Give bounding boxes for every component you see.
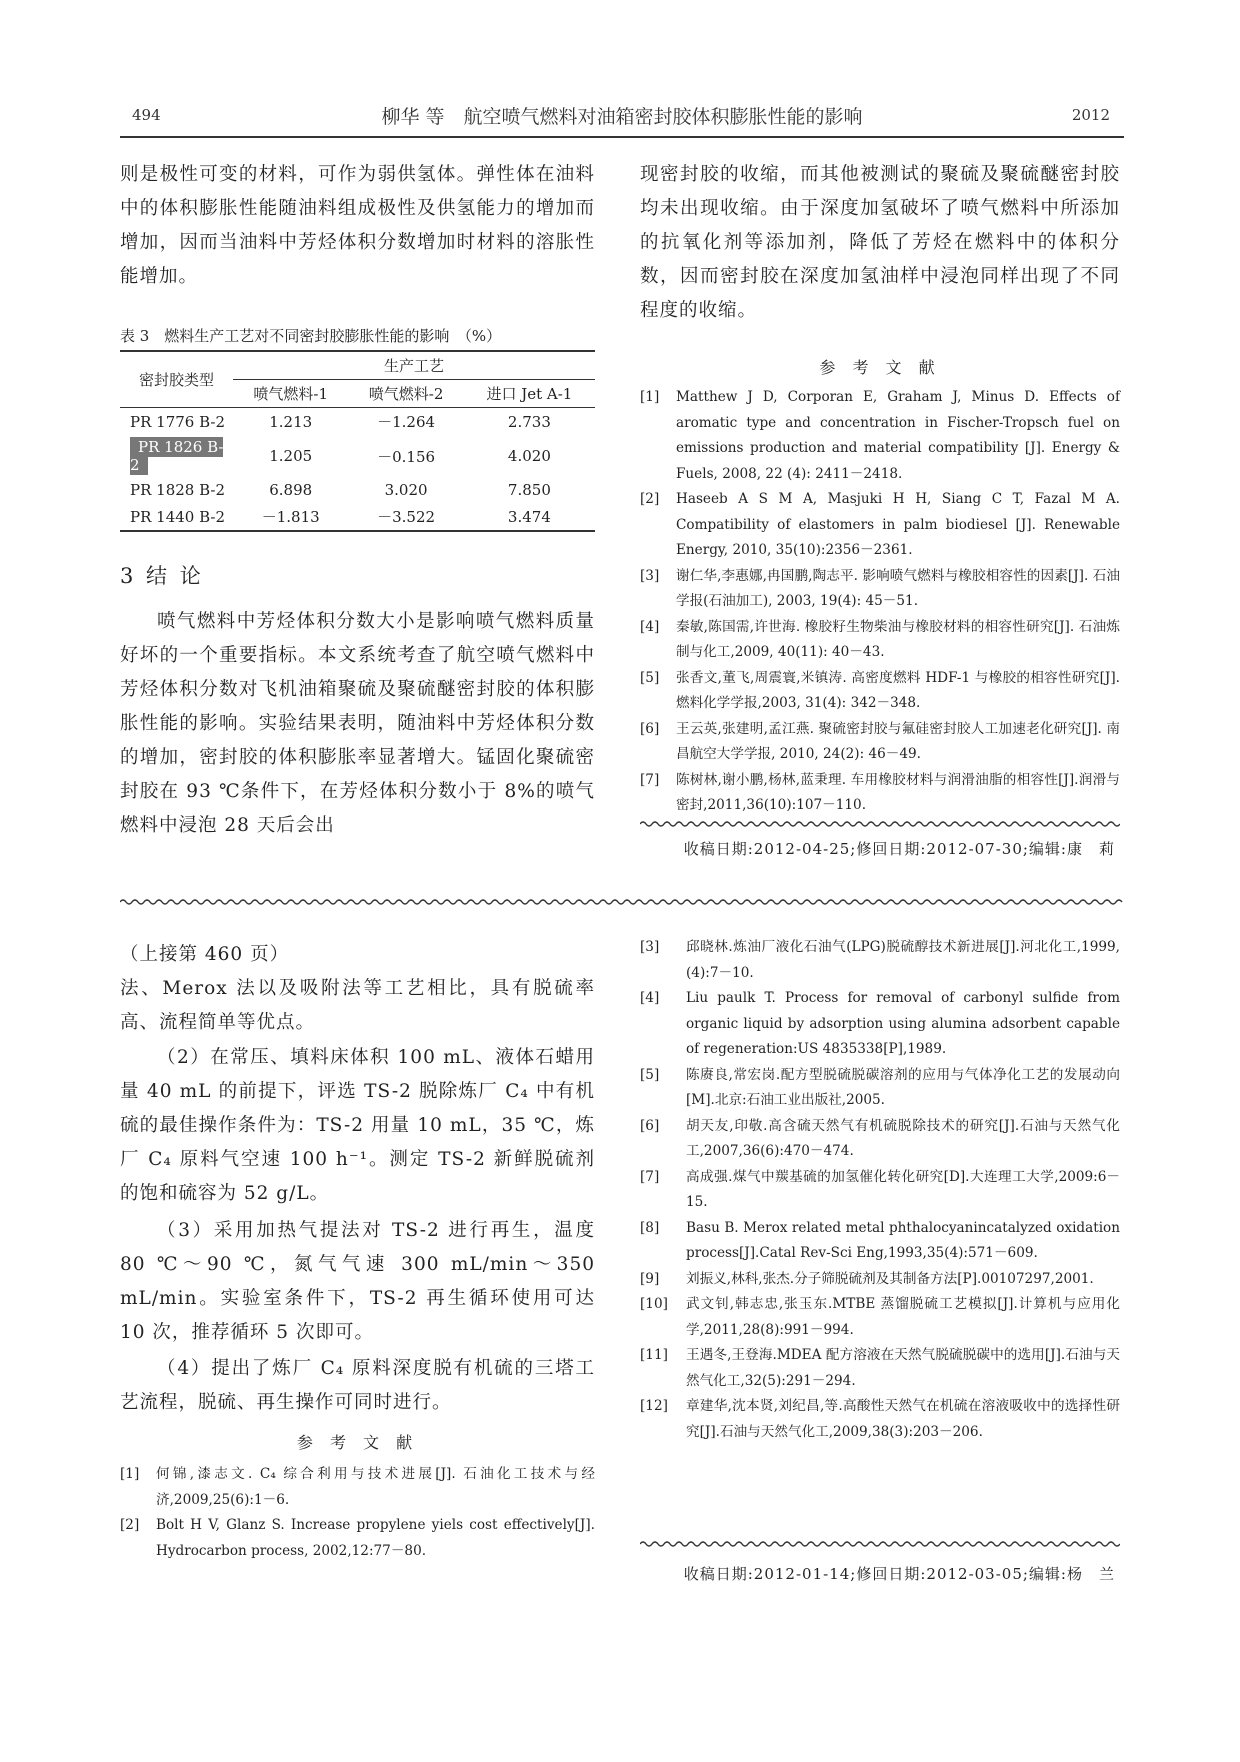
- reference-item: [120, 1462, 595, 1513]
- table-column-header: 喷气燃料-1: [233, 380, 348, 408]
- header-rule: [120, 136, 1124, 138]
- wavy-divider: [640, 820, 1120, 828]
- table-cell-name: PR 1776 B-2: [130, 412, 226, 431]
- references-title: 参 考 文 献: [819, 358, 941, 377]
- received-date-line: 收稿日期:2012-01-14;修回日期:2012-03-05;编辑:杨 兰: [683, 1565, 1115, 1583]
- reference-item: [640, 1394, 1120, 1445]
- reference-number: [7]: [640, 771, 660, 788]
- reference-item: [640, 717, 1120, 768]
- table-cell-name: PR 1440 B-2: [120, 503, 233, 531]
- table-cell: －3.522: [348, 503, 463, 531]
- reference-number: [3]: [640, 939, 660, 955]
- reference-number: [4]: [640, 618, 660, 635]
- references-title: 参 考 文 献: [296, 1433, 419, 1452]
- reference-item: [640, 986, 1120, 1063]
- table-group-header: 生产工艺: [233, 351, 595, 380]
- section-title: 3 结 论: [120, 564, 204, 588]
- continued-from-note: （上接第 460 页）: [120, 944, 290, 965]
- reference-text: 高成强.煤气中羰基硫的加氢催化转化研究[D].大连理工大学,2009:6－15.: [686, 1168, 1120, 1210]
- table-cell: －1.264: [377, 413, 436, 431]
- body-paragraph: 则是极性可变的材料，可作为弱供氢体。弹性体在油料中的体积膨胀性能随油料组成极性及供氢能力的增加而增加，因而当油料中芳烃体积分数增加时材料的溶胀性能增加。: [120, 164, 595, 287]
- table-cell: 1.205: [269, 447, 313, 465]
- table-cell: 1.213: [269, 412, 313, 431]
- reference-number: [11]: [640, 1347, 668, 1363]
- reference-item: [640, 385, 1120, 487]
- body-paragraph: （3）采用加热气提法对 TS-2 进行再生，温度 80 ℃～90 ℃，氮气气速 300 mL/min～350 mL/min。实验室条件下，TS-2 再生循环使用可达 10 次，推荐循环 5 次即可。: [120, 1220, 595, 1343]
- body-paragraph: （4）提出了炼厂 C₄ 原料深度脱有机硫的三塔工艺流程，脱硫、再生操作可同时进行。: [120, 1358, 595, 1413]
- reference-list: [640, 385, 1120, 819]
- reference-text: 陈树林,谢小鹏,杨林,蓝秉理. 车用橡胶材料与润滑油脂的相容性[J].润滑与密封,2011,36(10):107－110.: [676, 771, 1120, 813]
- table-cell-name-highlighted: PR 1826 B-2: [130, 438, 224, 474]
- table-cell-name: PR 1828 B-2: [130, 481, 226, 499]
- reference-list: [640, 935, 1120, 1445]
- reference-number: [5]: [640, 669, 660, 686]
- reference-item: [640, 768, 1120, 819]
- body-paragraph: 现密封胶的收缩，而其他被测试的聚硫及聚硫醚密封胶均未出现收缩。由于深度加氢破坏了喷气燃料中所添加的抗氧化剂等添加剂，降低了芳烃在燃料中的体积分数，因而密封胶在深度加氢油样中浸泡同样出现了不同程度的收缩。: [640, 164, 1120, 321]
- table-caption: 表 3 燃料生产工艺对不同密封胶膨胀性能的影响 （%）: [120, 327, 502, 345]
- reference-item: [640, 1165, 1120, 1216]
- reference-text: Matthew J D, Corporan E, Graham J, Minus D. Effects of aromatic type and concentration in Fischer-Tropsch fuel on emissions production and material compatibility [J]. Energy & Fuels, 2008, 22 (4): 2411－2418.: [676, 389, 1120, 482]
- running-title: 柳华 等 航空喷气燃料对油箱密封胶体积膨胀性能的影响: [381, 106, 863, 128]
- table-row: [120, 408, 595, 436]
- reference-number: [1]: [640, 389, 660, 405]
- reference-number: [10]: [640, 1296, 668, 1312]
- table-cell: －1.813: [233, 503, 348, 531]
- reference-item: [640, 1216, 1120, 1267]
- reference-text: 邱晓林.炼油厂液化石油气(LPG)脱硫醇技术新进展[J].河北化工,1999,(4):7－10.: [686, 939, 1120, 981]
- reference-number: [2]: [640, 491, 660, 507]
- reference-text: 章建华,沈本贤,刘纪昌,等.高酸性天然气在机硫在溶液吸收中的选择性研究[J].石油与天然气化工,2009,38(3):203－206.: [686, 1398, 1120, 1440]
- reference-number: [3]: [640, 567, 660, 584]
- reference-text: Haseeb A S M A, Masjuki H H, Siang C T, Fazal M A. Compatibility of elastomers in palm biodiesel [J]. Renewable Energy, 2010, 35(10):2356－2361.: [676, 491, 1120, 558]
- table-cell: 7.850: [507, 481, 551, 499]
- reference-text: 谢仁华,李惠娜,冉国鹏,陶志平. 影响喷气燃料与橡胶相容性的因素[J]. 石油学报(石油加工), 2003, 19(4): 45－51.: [676, 567, 1120, 609]
- reference-text: 王遇冬,王登海.MDEA 配方溶液在天然气脱硫脱碳中的选用[J].石油与天然气化工,32(5):291－294.: [686, 1347, 1120, 1389]
- reference-text: 秦敏,陈国需,许世海. 橡胶籽生物柴油与橡胶材料的相容性研究[J]. 石油炼制与化工,2009, 40(11): 40－43.: [676, 618, 1120, 660]
- table-row: [120, 435, 595, 477]
- reference-item: [640, 1267, 1120, 1293]
- reference-item: [640, 1114, 1120, 1165]
- reference-number: [1]: [120, 1466, 140, 1482]
- reference-item: [640, 1292, 1120, 1343]
- conclusion-paragraph: 喷气燃料中芳烃体积分数大小是影响喷气燃料质量好坏的一个重要指标。本文系统考查了航空喷气燃料中芳烃体积分数对飞机油箱聚硫及聚硫醚密封胶的体积膨胀性能的影响。实验结果表明，随油料中芳烃体积分数的增加，密封胶的体积膨胀率显著增大。锰固化聚硫密封胶在 93 ℃条件下，在芳烃体积分数小于 8%的喷气燃料中浸泡 28 天后会出: [120, 611, 595, 836]
- table-cell: －0.156: [377, 447, 436, 466]
- reference-text: 陈赓良,常宏岗.配方型脱硫脱碳溶剂的应用与气体净化工艺的发展动向[M].北京:石油工业出版社,2005.: [686, 1066, 1120, 1108]
- reference-text: 武文钊,韩志忠,张玉东.MTBE 蒸馏脱硫工艺模拟[J].计算机与应用化学,2011,28(8):991－994.: [686, 1296, 1120, 1338]
- table-column-header: 进口 Jet A-1: [464, 380, 595, 408]
- running-header: [120, 100, 1124, 140]
- wavy-divider: [640, 1540, 1120, 1548]
- reference-item: [640, 615, 1120, 666]
- reference-text: Liu paulk T. Process for removal of carbonyl sulfide from organic liquid by adsorption using alumina adsorbent capable of regeneration:US 4835338[P],1989.: [686, 990, 1120, 1057]
- reference-text: 王云英,张建明,孟江燕. 聚硫密封胶与氟硅密封胶人工加速老化研究[J]. 南昌航空大学学报, 2010, 24(2): 46－49.: [676, 720, 1120, 762]
- reference-item: [640, 935, 1120, 986]
- header-year: 2012: [1071, 106, 1110, 124]
- section-divider: [120, 898, 1124, 906]
- reference-number: [12]: [640, 1398, 668, 1414]
- reference-number: [4]: [640, 990, 660, 1006]
- reference-number: [8]: [640, 1219, 660, 1236]
- table-row-header: 密封胶类型: [120, 351, 233, 408]
- reference-number: [6]: [640, 720, 660, 737]
- reference-item: [640, 1343, 1120, 1394]
- reference-text: Basu B. Merox related metal phthalocyanincatalyzed oxidation process[J].Catal Rev-Sci Eng,1993,35(4):571－609.: [686, 1219, 1120, 1261]
- table-cell: 2.733: [507, 412, 551, 431]
- reference-list: [120, 1462, 595, 1564]
- table-3: [120, 350, 595, 532]
- reference-item: [120, 1513, 595, 1564]
- table-row: [120, 503, 595, 531]
- table-cell: 3.474: [464, 503, 595, 531]
- table-cell: 4.020: [507, 447, 551, 465]
- reference-number: [2]: [120, 1517, 140, 1533]
- table-row: [120, 477, 595, 503]
- body-paragraph: 法、Merox 法以及吸附法等工艺相比，具有脱硫率高、流程简单等优点。: [120, 978, 595, 1033]
- reference-text: 刘振义,林科,张杰.分子筛脱硫剂及其制备方法[P].00107297,2001.: [686, 1270, 1094, 1287]
- reference-text: 张香文,董飞,周震寰,米镇涛. 高密度燃料 HDF-1 与橡胶的相容性研究[J]. 燃料化学学报,2003, 31(4): 342－348.: [676, 669, 1120, 711]
- reference-text: 胡天友,印敬.高含硫天然气有机硫脱除技术的研究[J].石油与天然气化工,2007,36(6):470－474.: [686, 1117, 1120, 1159]
- reference-number: [9]: [640, 1270, 660, 1287]
- reference-number: [6]: [640, 1117, 660, 1134]
- table-cell: 6.898: [269, 481, 313, 499]
- body-paragraph: （2）在常压、填料床体积 100 mL、液体石蜡用量 40 mL 的前提下，评选 TS-2 脱除炼厂 C₄ 中有机硫的最佳操作条件为：TS-2 用量 10 mL，35 ℃，炼厂 C₄ 原料气空速 100 h⁻¹。测定 TS-2 新鲜脱硫剂的饱和硫容为 52 g/L。: [120, 1047, 595, 1204]
- table-cell: 3.020: [384, 481, 428, 499]
- reference-item: [640, 1063, 1120, 1114]
- reference-text: 何锦,漆志文. C₄ 综合利用与技术进展[J]. 石油化工技术与经济,2009,25(6):1－6.: [156, 1466, 595, 1508]
- reference-number: [5]: [640, 1066, 660, 1083]
- page-number: 494: [132, 106, 161, 124]
- reference-number: [7]: [640, 1168, 660, 1185]
- reference-item: [640, 487, 1120, 564]
- reference-item: [640, 666, 1120, 717]
- reference-text: Bolt H V, Glanz S. Increase propylene yiels cost effectively[J]. Hydrocarbon process, 2002,12:77－80.: [156, 1517, 595, 1559]
- reference-item: [640, 564, 1120, 615]
- received-date-line: 收稿日期:2012-04-25;修回日期:2012-07-30;编辑:康 莉: [683, 840, 1115, 858]
- table-column-header: 喷气燃料-2: [348, 380, 463, 408]
